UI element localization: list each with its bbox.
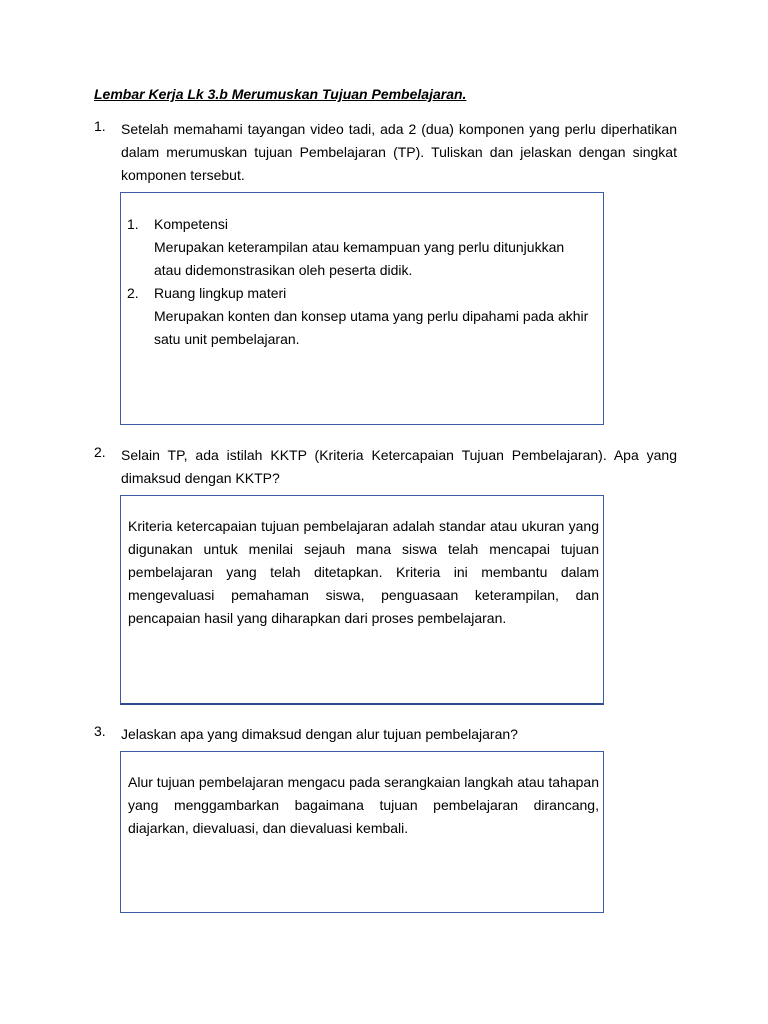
question-2	[94, 444, 677, 490]
item-heading: Kompetensi	[154, 216, 228, 232]
question-number: 1.	[94, 118, 106, 134]
answer-text: Kriteria ketercapaian tujuan pembelajaran adalah standar atau ukuran yang digunakan untuk menilai sejauh mana siswa telah mencapai tujuan pembelajaran yang telah ditetapkan. Kriteria ini membantu dalam mengevaluasi pemahaman siswa, penguasaan keterampilan, dan pencapaian hasil yang diharapkan dari proses pembelajaran.	[128, 518, 599, 626]
question-text: Jelaskan apa yang dimaksud dengan alur tujuan pembelajaran?	[121, 726, 518, 742]
item-description: Merupakan konten dan konsep utama yang perlu dipahami pada akhir satu unit pembelajaran.	[154, 308, 589, 347]
item-heading: Ruang lingkup materi	[154, 285, 287, 301]
worksheet-title: Lembar Kerja Lk 3.b Merumuskan Tujuan Pembelajaran.	[94, 86, 467, 102]
answer-box-1[interactable]	[120, 192, 604, 425]
question-3	[94, 723, 677, 746]
answer-box-3[interactable]	[120, 751, 604, 913]
answer-box-2[interactable]	[120, 495, 604, 705]
question-1	[94, 118, 677, 187]
answer-text: Alur tujuan pembelajaran mengacu pada serangkaian langkah atau tahapan yang menggambarkan bagaimana tujuan pembelajaran dirancang, diajarkan, dievaluasi, dan dievaluasi kembali.	[128, 774, 599, 836]
item-number: 1.	[127, 216, 139, 232]
question-text: Selain TP, ada istilah KKTP (Kriteria Ketercapaian Tujuan Pembelajaran). Apa yang dimaksud dengan KKTP?	[121, 447, 677, 486]
question-number: 2.	[94, 444, 106, 460]
list-item	[127, 282, 595, 351]
list-item	[127, 213, 595, 282]
question-number: 3.	[94, 723, 106, 739]
item-number: 2.	[127, 285, 139, 301]
item-description: Merupakan keterampilan atau kemampuan yang perlu ditunjukkan atau didemonstrasikan oleh peserta didik.	[154, 239, 565, 278]
question-text: Setelah memahami tayangan video tadi, ada 2 (dua) komponen yang perlu diperhatikan dalam merumuskan tujuan Pembelajaran (TP). Tuliskan dan jelaskan dengan singkat komponen tersebut.	[121, 121, 677, 183]
answer-list	[127, 213, 595, 351]
